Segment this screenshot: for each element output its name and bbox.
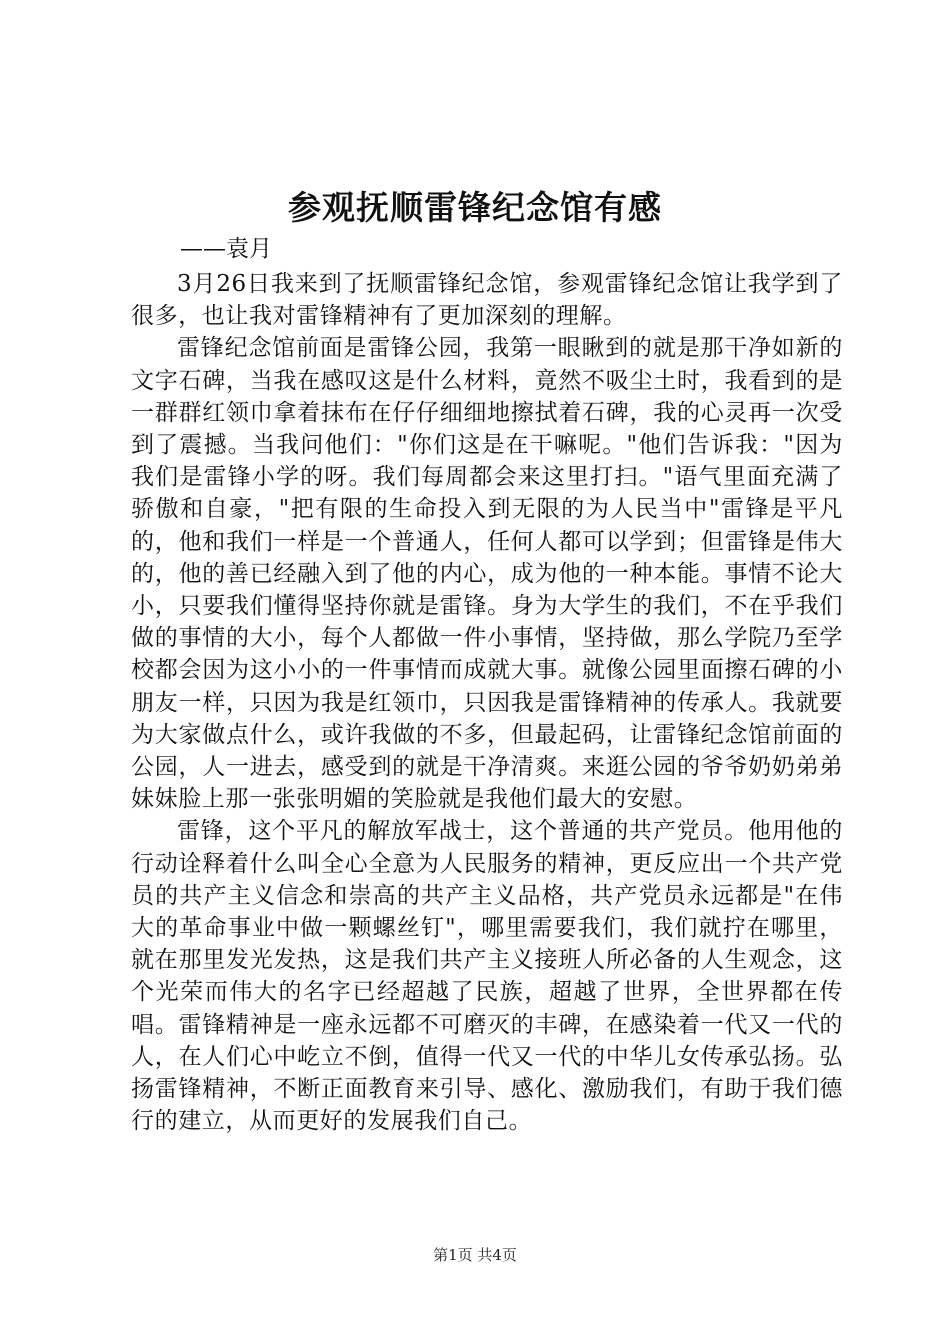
page-footer: 第1页 共4页: [433, 1246, 517, 1264]
author-line: ——袁月: [180, 236, 272, 262]
document-body: [131, 268, 843, 1137]
paragraph: 3月26日我来到了抚顺雷锋纪念馆，参观雷锋纪念馆让我学到了很多，也让我对雷锋精神有了更加深刻的理解。: [131, 271, 843, 330]
paragraph: 雷锋纪念馆前面是雷锋公园，我第一眼瞅到的就是那干净如新的文字石碑，当我在感叹这是什么材料，竟然不吸尘土时，我看到的是一群群红领巾拿着抹布在仔仔细细地擦拭着石碑，我的心灵再一次受到了震撼。当我问他们："你们这是在干嘛呢。"他们告诉我："因为我们是雷锋小学的呀。我们每周都会来这里打扫。"语气里面充满了骄傲和自豪，"把有限的生命投入到无限的为人民当中"雷锋是平凡的，他和我们一样是一个普通人，任何人都可以学到；但雷锋是伟大的，他的善已经融入到了他的内心，成为他的一种本能。事情不论大小，只要我们懂得坚持你就是雷锋。身为大学生的我们，不在乎我们做的事情的大小，每个人都做一件小事情，坚持做，那么学院乃至学校都会因为这小小的一件事情而成就大事。就像公园里面擦石碑的小朋友一样，只因为我是红领巾，只因我是雷锋精神的传承人。我就要为大家做点什么，或许我做的不多，但最起码，让雷锋纪念馆前面的公园，人一进去，感受到的就是干净清爽。来逛公园的爷爷奶奶弟弟妹妹脸上那一张张明媚的笑脸就是我他们最大的安慰。: [131, 335, 843, 813]
paragraph: 雷锋，这个平凡的解放军战士，这个普通的共产党员。他用他的行动诠释着什么叫全心全意为人民服务的精神，更反应出一个共产党员的共产主义信念和崇高的共产主义品格，共产党员永远都是"在伟大的革命事业中做一颗螺丝钉"，哪里需要我们，我们就拧在哪里，就在那里发光发热，这是我们共产主义接班人所必备的人生观念，这个光荣而伟大的名字已经超越了民族，超越了世界，全世界都在传唱。雷锋精神是一座永远都不可磨灭的丰碑，在感染着一代又一代的人，在人们心中屹立不倒，值得一代又一代的中华儿女传承弘扬。弘扬雷锋精神，不断正面教育来引导、感化、激励我们，有助于我们德行的建立，从而更好的发展我们自己。: [131, 818, 843, 1135]
document-title: 参观抚顺雷锋纪念馆有感: [288, 188, 662, 227]
